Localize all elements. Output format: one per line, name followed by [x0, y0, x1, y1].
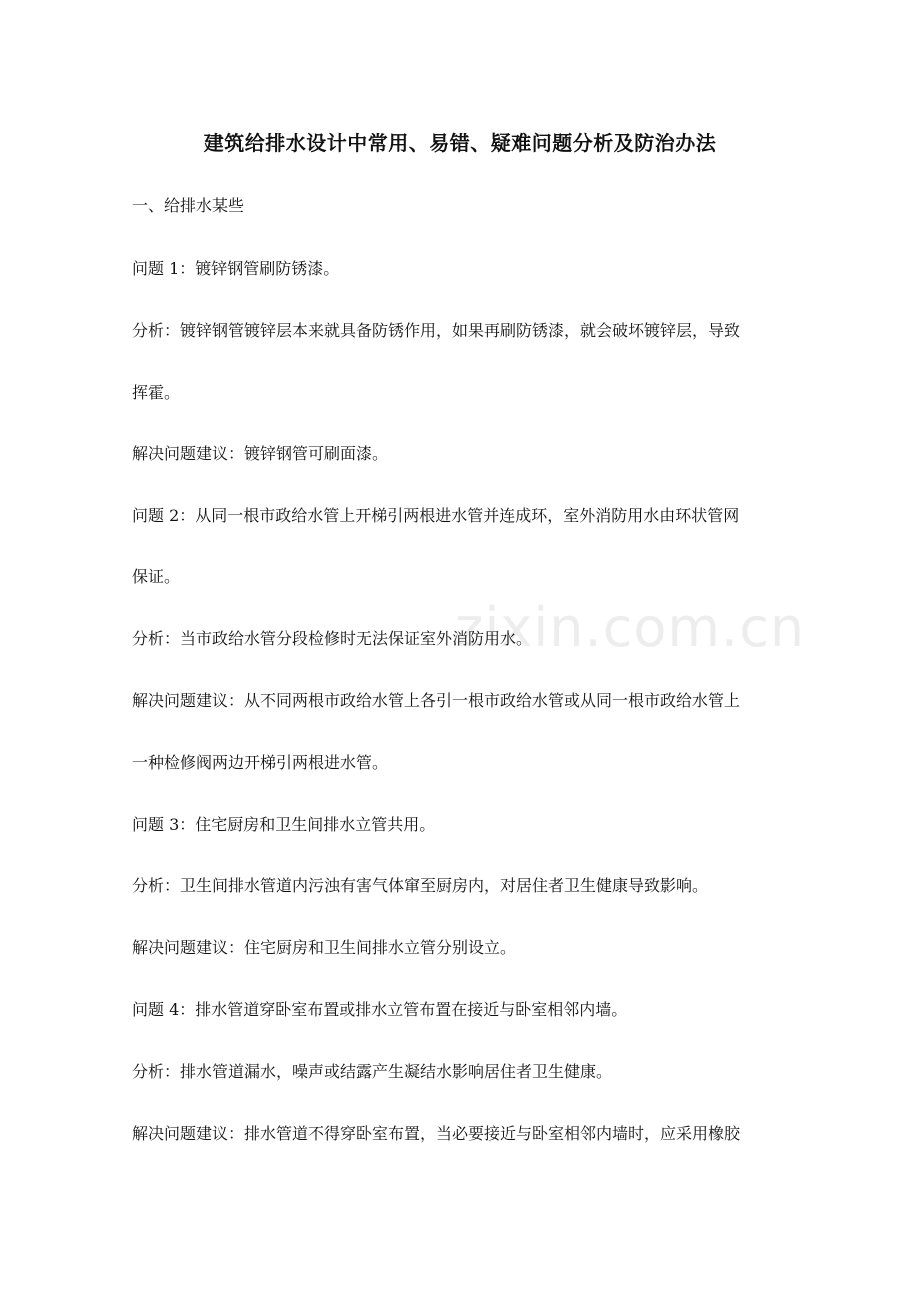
paragraph: 问题 2：从同一根市政给水管上开梯引两根进水管并连成环，室外消防用水由环状管网 — [132, 506, 740, 525]
paragraph: 问题 4：排水管道穿卧室布置或排水立管布置在接近与卧室相邻内墙。 — [132, 1000, 628, 1019]
paragraph: 解决问题建议：从不同两根市政给水管上各引一根市政给水管或从同一根市政给水管上 — [132, 691, 741, 710]
paragraph: 分析：镀锌钢管镀锌层本来就具备防锈作用，如果再刷防锈漆，就会破坏镀锌层，导致 — [132, 321, 741, 340]
paragraph: 问题 1：镀锌钢管刷防锈漆。 — [132, 259, 340, 278]
paragraph: 一种检修阀两边开梯引两根进水管。 — [132, 753, 389, 772]
paragraph: 保证。 — [132, 567, 181, 586]
paragraph: 挥霍。 — [132, 383, 181, 402]
watermark: zixin.com.cn — [455, 596, 806, 659]
paragraph: 解决问题建议：排水管道不得穿卧室布置，当必要接近与卧室相邻内墙时，应采用橡胶 — [132, 1124, 741, 1143]
paragraph: 分析：排水管道漏水，噪声或结露产生凝结水影响居住者卫生健康。 — [132, 1062, 613, 1081]
document-title: 建筑给排水设计中常用、易错、疑难问题分析及防治办法 — [203, 131, 717, 155]
paragraph: 分析：卫生间排水管道内污浊有害气体窜至厨房内，对居住者卫生健康导致影响。 — [132, 876, 709, 895]
paragraph: 解决问题建议：住宅厨房和卫生间排水立管分别设立。 — [132, 938, 517, 957]
paragraph: 问题 3：住宅厨房和卫生间排水立管共用。 — [132, 815, 436, 834]
paragraph: 分析：当市政给水管分段检修时无法保证室外消防用水。 — [132, 629, 533, 648]
section-heading: 一、给排水某些 — [132, 196, 245, 215]
paragraph: 解决问题建议：镀锌钢管可刷面漆。 — [132, 444, 389, 463]
